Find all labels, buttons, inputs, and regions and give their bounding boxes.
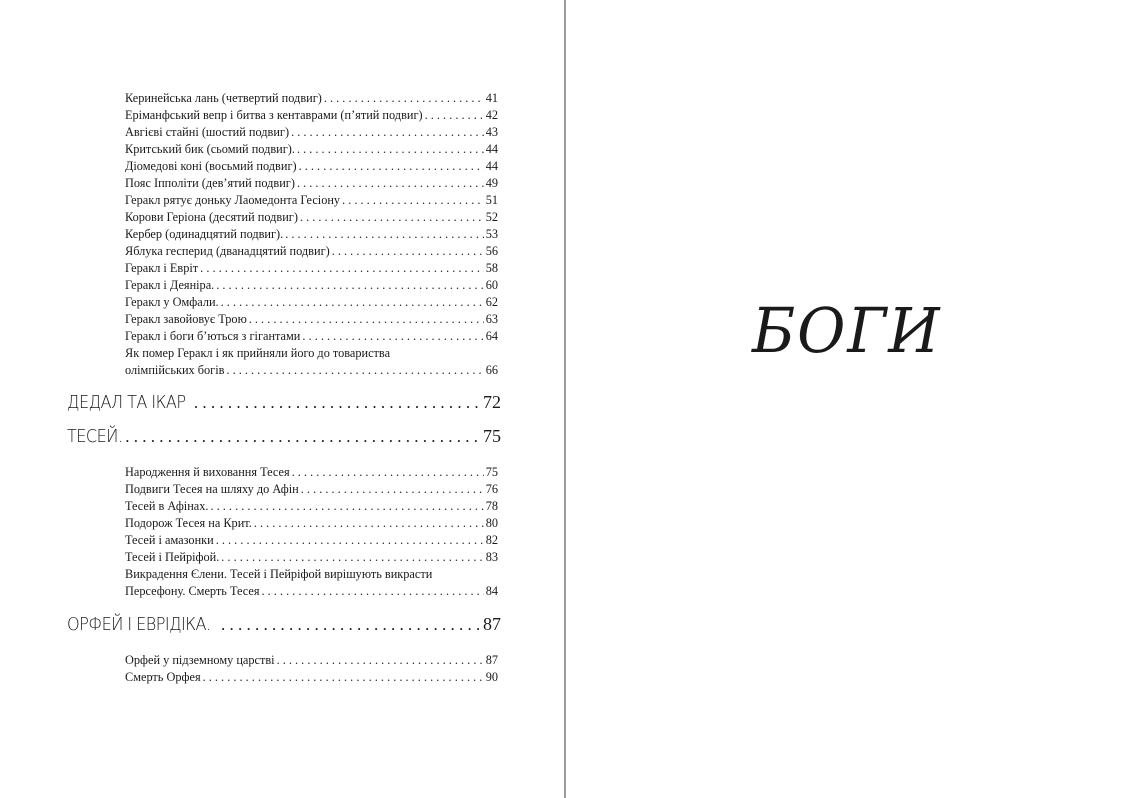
toc-entry-title-line1: Як помер Геракл і як прийняли його до товариства [125,346,391,360]
leader-dots [249,311,484,328]
toc-entry-title: Смерть Орфея [125,670,201,684]
toc-entry-title: Тесей і амазонки [125,533,214,547]
toc-group-heracles [125,90,498,379]
toc-entry[interactable] [125,515,498,532]
toc-entry-page: 53 [485,227,498,241]
toc-entry-multiline[interactable] [125,566,498,600]
toc-entry[interactable] [125,260,498,277]
leader-dots [125,427,479,447]
leader-dots [342,192,484,209]
toc-entry-title-line2: олімпійських богів [125,363,225,377]
toc-group-theseus [125,464,498,600]
leader-dots [299,158,484,175]
toc-entry-title: Яблука гесперид (дванадцятий подвиг) [125,244,330,258]
leader-dots [291,124,484,141]
toc-entry[interactable] [125,243,498,260]
toc-entry-page: 84 [485,584,498,598]
toc-entry-title: Пояс Іпполіти (дев’ятий подвиг) [125,176,295,190]
toc-main-page: 72 [483,392,501,412]
leader-dots [277,652,484,669]
toc-entry-title: Геракл і Еврiт [125,261,199,275]
toc-entry[interactable] [125,498,498,515]
leader-dots [226,362,483,379]
chapter-heading: БОГИ [752,294,942,367]
toc-entry-title: Тесей в Афінах. [125,499,209,513]
toc-entry-title: Авгієві стайні (шостий подвиг) [125,125,290,139]
toc-entry-page: 51 [485,193,498,207]
toc-entry-title: Діомедові коні (восьмий подвиг) [125,159,297,173]
toc-entry-page: 87 [485,653,498,667]
toc-entry-title-line1: Викрадення Єлени. Тесей і Пейрiфой вирішують викрасти [125,567,433,581]
toc-entry-title: Подвиги Тесея на шляху до Афін [125,482,299,496]
toc-entry[interactable] [125,464,498,481]
toc-entry-title: Геракл рятує доньку Лаомедонта Гесіону [125,193,341,207]
toc-entry-title: Геракл у Омфали. [125,295,219,309]
toc-entry[interactable] [125,107,498,124]
toc-entry-page: 41 [485,91,498,105]
toc-entry-page: 76 [485,482,498,496]
toc-entry[interactable] [125,277,498,294]
leader-dots [300,209,484,226]
leader-dots [221,294,484,311]
leader-dots [324,90,484,107]
toc-entry[interactable] [125,481,498,498]
toc-entry-page: 82 [485,533,498,547]
toc-entry-page: 60 [485,278,498,292]
leader-dots [216,277,483,294]
toc-entry-page: 58 [485,261,498,275]
leader-dots [297,141,484,158]
toc-entry[interactable] [125,175,498,192]
toc-entry-title: Народження й виховання Тесея [125,465,290,479]
toc-entry-page: 52 [485,210,498,224]
leader-dots [194,393,479,413]
toc-entry[interactable] [125,209,498,226]
toc-entry-page: 90 [485,670,498,684]
leader-dots [297,175,484,192]
toc-entry[interactable] [125,669,498,686]
toc-entry-page: 78 [485,499,498,513]
toc-main-page: 75 [483,426,501,446]
toc-entry-page: 66 [485,363,498,377]
toc-entry-title: Кербер (одинадцятий подвиг). [125,227,284,241]
leader-dots [425,107,484,124]
leader-dots [216,532,484,549]
toc-entry-multiline[interactable] [125,345,498,379]
toc-entry-title: Критський бик (сьомий подвиг). [125,142,295,156]
toc-main-title: ДЕДАЛ ТА ІКАР [67,393,186,413]
toc-entry-page: 64 [485,329,498,343]
toc-entry-title-line2: Персефону. Смерть Тесея [125,584,260,598]
leader-dots [261,583,483,600]
toc-entry[interactable] [125,532,498,549]
toc-entry-page: 83 [485,550,498,564]
leader-dots [200,260,484,277]
toc-entry-page: 80 [485,516,498,530]
leader-dots [254,515,484,532]
toc-entry[interactable] [125,192,498,209]
toc-entry[interactable] [125,652,498,669]
toc-main-title: ОРФЕЙ І ЕВРІДІКА. [67,615,211,635]
leader-dots [301,481,484,498]
toc-entry-title: Корови Геріона (десятий подвиг) [125,210,298,224]
toc-entry[interactable] [125,226,498,243]
toc-entry-title: Подорож Тесея на Крит. [125,516,252,530]
toc-entry-title: Геракл завойовує Трою [125,312,247,326]
leader-dots [203,669,484,686]
toc-entry-title: Еріманфський вепр і битва з кентаврами (п’ятий подвиг) [125,108,423,122]
toc-main-entry-daedalus[interactable] [67,392,501,413]
toc-entry[interactable] [125,328,498,345]
leader-dots [210,498,483,515]
toc-entry[interactable] [125,294,498,311]
leader-dots [302,328,483,345]
toc-entry-page: 56 [485,244,498,258]
toc-entry-page: 62 [485,295,498,309]
toc-entry-page: 63 [485,312,498,326]
toc-entry[interactable] [125,141,498,158]
toc-entry-page: 44 [485,142,498,156]
toc-entry-title: Геракл і Деяніра. [125,278,215,292]
toc-entry-title: Геракл і боги б’ються з гігантами [125,329,301,343]
toc-entry[interactable] [125,311,498,328]
toc-main-entry-theseus[interactable] [67,426,501,447]
toc-entry-page: 42 [485,108,498,122]
leader-dots [292,464,484,481]
toc-group-orpheus [125,652,498,686]
toc-entry[interactable] [125,549,498,566]
toc-entry[interactable] [125,90,498,107]
right-page [567,0,1130,798]
toc-main-entry-orpheus[interactable] [67,614,501,635]
toc-entry-page: 75 [485,465,498,479]
toc-entry-page: 43 [485,125,498,139]
toc-main-page: 87 [483,614,501,634]
toc-main-title: ТЕСЕЙ. [67,427,123,447]
toc-entry-title: Керинейська лань (четвертий подвиг) [125,91,322,105]
toc-entry-title: Орфей у підземному царстві [125,653,275,667]
toc-entry[interactable] [125,124,498,141]
toc-entry[interactable] [125,158,498,175]
toc-entry-page: 44 [485,159,498,173]
leader-dots [221,549,483,566]
leader-dots [221,615,479,635]
leader-dots [285,226,483,243]
toc-entry-title: Тесей і Пейрiфой. [125,550,220,564]
toc-entry-page: 49 [485,176,498,190]
leader-dots [332,243,484,260]
book-gutter-divider [564,0,566,798]
